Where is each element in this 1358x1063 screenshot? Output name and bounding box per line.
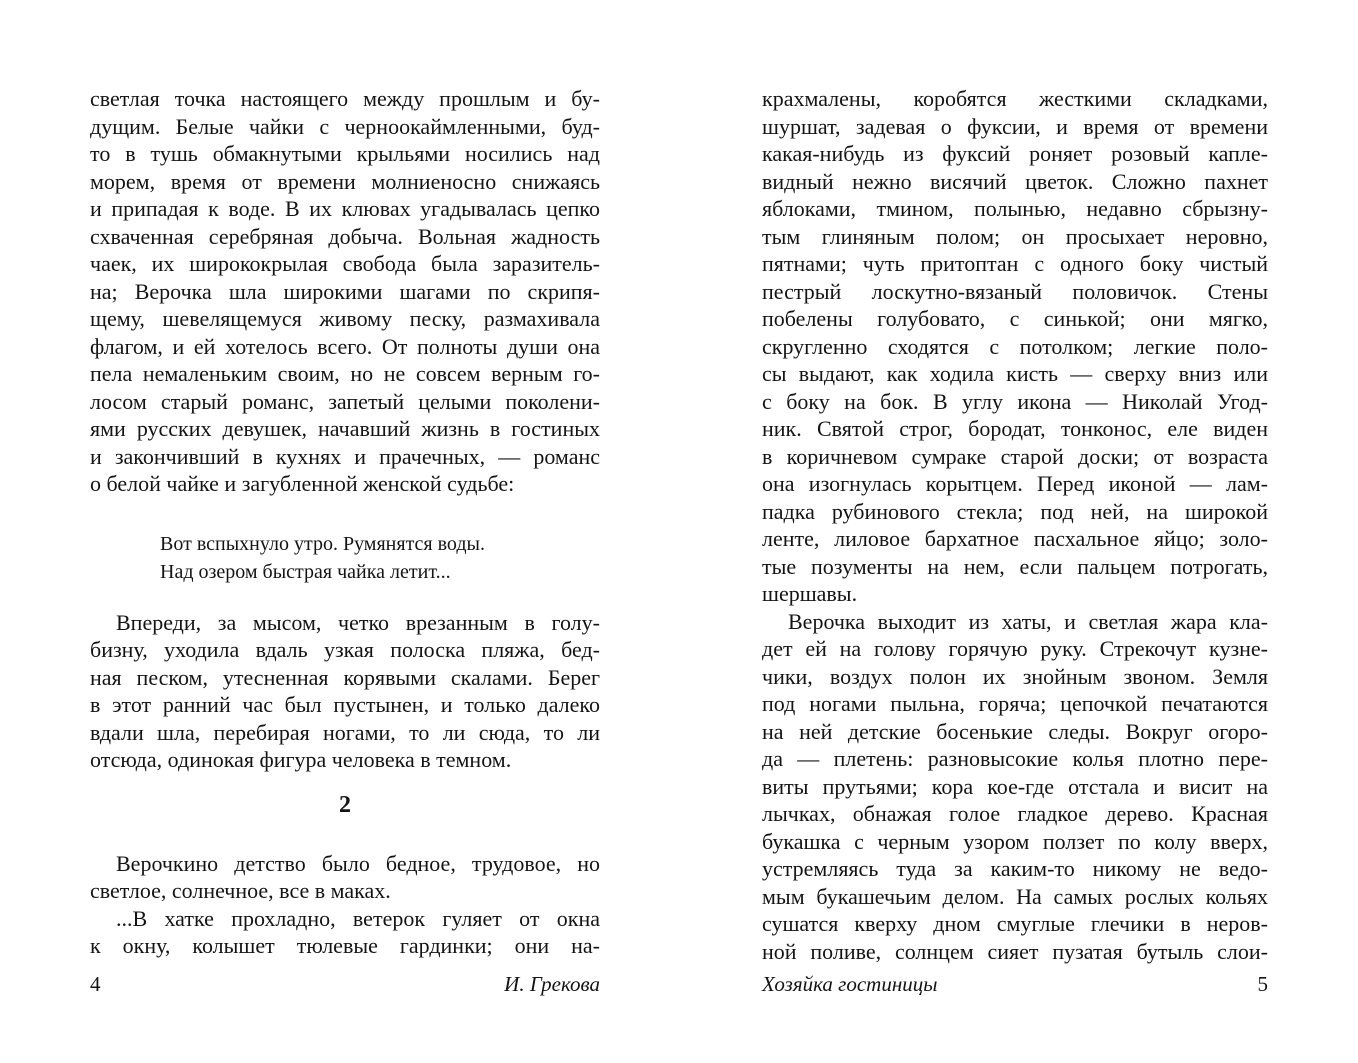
right-page	[762, 85, 1268, 965]
text-line: пестрый лоскутно-вязаный половичок. Стены	[762, 278, 1268, 304]
text-line: лосом старый романс, запетый целыми поколени-	[90, 388, 600, 414]
text-line: крахмалены, коробятся жесткими складками,	[762, 86, 1268, 111]
text-line: под ногами пыльна, горяча; цепочкой печатаются	[762, 691, 1268, 716]
paragraph-block	[90, 85, 600, 498]
text-line: Над озером быстрая чайка летит...	[160, 560, 451, 583]
text-line: Верочка выходит из хаты, и светлая жара кла-	[788, 608, 1268, 634]
text-line: Впереди, за мысом, четко врезанным в голу-	[116, 609, 600, 635]
text-line: в этот ранний час был пустынен, и только далеко	[90, 692, 600, 717]
text-line: да — плетень: разновысокие колья плотно пере-	[762, 746, 1268, 771]
text-line: какая-нибудь из фуксий роняет розовый капле-	[762, 141, 1268, 166]
paragraph-block	[90, 609, 600, 774]
text-line: сушатся кверху дном смуглые глечики в неров-	[762, 911, 1268, 936]
text-line: скругленно сходятся с потолком; легкие поло-	[762, 333, 1268, 359]
paragraph-block	[90, 905, 600, 960]
text-line: дущим. Белые чайки с черноокаймленными, буд-	[90, 113, 600, 139]
text-line: ник. Святой строг, бородат, тонконос, еле виден	[762, 416, 1268, 441]
text-line: видный нежно висячий цветок. Сложно пахнет	[762, 168, 1268, 194]
text-line: виты прутьями; кора кое-где отстала и висит на	[762, 773, 1268, 799]
text-line: ...В хатке прохладно, ветерок гуляет от окна	[116, 905, 600, 931]
text-line: отсюда, одинокая фигура человека в темном.	[90, 747, 512, 772]
text-line: она изогнулась корытцем. Перед иконой — лам-	[762, 471, 1268, 496]
text-line: шуршат, задевая о фуксии, и время от времени	[762, 113, 1268, 139]
text-line: вдали шла, перебирая ногами, то ли сюда, то ли	[90, 719, 600, 745]
text-line: шершавы.	[762, 581, 858, 606]
text-line: с боку на бок. В углу икона — Николай Угод-	[762, 388, 1268, 414]
text-line: ной поливе, солнцем сияет пузатая бутыль слои-	[762, 938, 1268, 964]
text-line: и закончивший в кухнях и прачечных, — романс	[90, 443, 600, 469]
paragraph-block	[90, 850, 600, 905]
text-line: ная песком, утесненная корявыми скалами. Берег	[90, 664, 600, 690]
text-line: Вот вспыхнуло утро. Румянятся воды.	[160, 532, 485, 555]
text-line: на ней детские босенькие следы. Вокруг огоро-	[762, 718, 1268, 744]
running-title-book: Хозяйка гостиницы	[762, 972, 938, 996]
text-line: и припадая к воде. В их клювах угадывалась цепко	[90, 196, 600, 221]
text-line: флагом, и ей хотелось всего. От полноты души она	[90, 333, 600, 359]
text-line: Верочкино детство было бедное, трудовое, но	[116, 850, 600, 876]
text-line: светлая точка настоящего между прошлым и бу-	[90, 86, 600, 111]
text-line: пятнами; чуть притоптан с одного боку чистый	[762, 251, 1268, 276]
text-line: в коричневом сумраке старой доски; от возраста	[762, 443, 1268, 469]
left-page	[90, 85, 600, 960]
text-line: яблоками, тмином, полынью, недавно сбрызну-	[762, 196, 1268, 221]
page-number: 4	[90, 972, 101, 996]
text-line: щему, шевелящемуся живому песку, размахивала	[90, 306, 600, 331]
paragraph-block	[762, 608, 1268, 966]
verse-block	[160, 530, 600, 586]
text-line: чики, воздух полон их знойным звоном. Земля	[762, 663, 1268, 689]
text-line: падка рубинового стекла; под ней, на широкой	[762, 498, 1268, 524]
paragraph-block	[762, 85, 1268, 608]
right-page-footer	[762, 972, 1268, 997]
text-line: к окну, колышет тюлевые гардинки; они на-	[90, 933, 600, 958]
text-line: мым букашечьим делом. На самых рослых кольях	[762, 883, 1268, 909]
text-line: дет ей на голову горячую руку. Стрекочут кузне-	[762, 636, 1268, 661]
text-line: устремляясь туда за каким-то никому не ведо-	[762, 856, 1268, 881]
text-line: лычках, обнажая голое гладкое дерево. Красная	[762, 801, 1268, 826]
text-line: тым глиняным полом; он просыхает неровно,	[762, 223, 1268, 249]
text-line: сы выдают, как ходила кисть — сверху вниз или	[762, 361, 1268, 386]
text-line: на; Верочка шла широкими шагами по скрипя-	[90, 278, 600, 304]
text-line: о белой чайке и загубленной женской судьбе:	[90, 471, 515, 496]
text-line: букашка с черным узором ползет по колу вверх,	[762, 828, 1268, 854]
running-title-author: И. Грекова	[504, 972, 600, 996]
text-line: схваченная серебряная добыча. Вольная жадность	[90, 223, 600, 249]
text-line: ленте, лиловое бархатное пасхальное яйцо; золо-	[762, 526, 1268, 551]
text-line: пела немаленьким своим, но не совсем верным го-	[90, 361, 600, 386]
text-line: то в тушь обмакнутыми крыльями носились над	[90, 141, 600, 166]
section-heading: 2	[339, 791, 351, 818]
page-number: 5	[1257, 972, 1268, 996]
text-line: ями русских девушек, начавший жизнь в гостиных	[90, 416, 600, 441]
text-line: бизну, уходила вдаль узкая полоска пляжа, бед-	[90, 637, 600, 662]
left-page-footer	[90, 972, 600, 997]
text-line: побелены голубовато, с синькой; они мягко,	[762, 306, 1268, 331]
text-line: светлое, солнечное, все в маках.	[90, 878, 391, 903]
text-line: тые позументы на нем, если пальцем потрогать,	[762, 553, 1268, 579]
text-line: чаек, их ширококрылая свобода была заразитель-	[90, 251, 600, 276]
text-line: морем, время от времени молниеносно снижаясь	[90, 168, 600, 194]
